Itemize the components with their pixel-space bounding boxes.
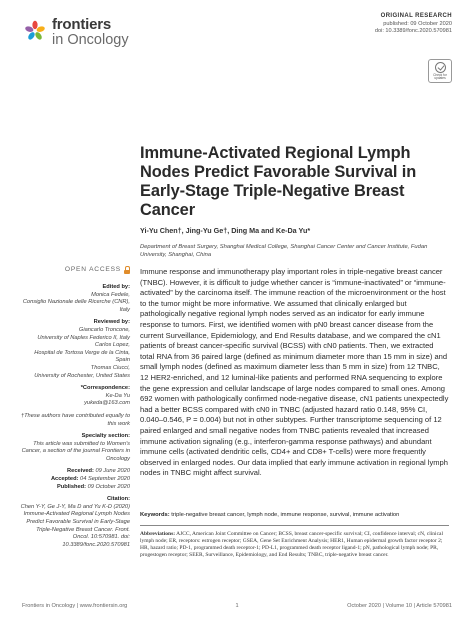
editor-name[interactable]: Monica Fedele, xyxy=(91,291,130,298)
reviewer-name[interactable]: Giancarlo Troncone, xyxy=(78,326,130,333)
accepted-date: 04 September 2020 xyxy=(80,476,130,483)
published-label: Published: xyxy=(56,483,87,490)
doi-link[interactable]: doi: 10.3389/fonc.2020.570981 xyxy=(374,28,452,34)
edited-by xyxy=(20,284,130,314)
received-date: 09 June 2020 xyxy=(95,468,130,475)
abbreviations-label: Abbreviations: xyxy=(140,531,176,537)
published-date-sidebar: 09 October 2020 xyxy=(87,483,130,490)
article-title: Immune-Activated Regional Lymph Nodes Predict Favorable Survival in Early-Stage Triple-Negative Breast Cancer xyxy=(140,144,417,219)
logo-petal xyxy=(32,21,37,29)
citation-text: Chen Y-Y, Ge J-Y, Ma D and Yu K-D (2020) Immune-Activated Regional Lymph Nodes Predict Favorable Survival in Early-Stage Triple-Negative Breast Cancer. Front. Oncol. 10:570981. doi: 10.3389/fonc.2020.570981 xyxy=(20,503,130,548)
logo-petal xyxy=(34,31,43,41)
reviewed-by xyxy=(20,319,130,380)
footer-journal[interactable]: Frontiers in Oncology | www.frontiersin.org xyxy=(22,603,128,609)
reviewer-affiliation: Hospital de Tortosa Verge de la Cinta, Spain xyxy=(34,349,130,364)
editor-affiliation: Consiglio Nazionale delle Ricerche (CNR), Italy xyxy=(22,299,130,313)
page-number: 1 xyxy=(235,603,239,609)
specialty-section xyxy=(20,433,130,463)
page-footer xyxy=(22,603,452,609)
edited-by-heading: Edited by: xyxy=(102,284,130,290)
keywords xyxy=(140,512,449,518)
reviewer-name[interactable]: Carlos Lopez, xyxy=(94,342,130,349)
equal-contribution-note: †These authors have contributed equally to this work xyxy=(20,412,130,427)
abstract: Immune response and immunotherapy play important roles in triple-negative breast cancer (TNBC). However, it is difficult to judge whether cancer is “immune-inactivated” or “immune-activated” by the carcinoma itself. The immune reaction of the microenvironment or the host to the tumor might be more informative. We assumed that clinically enlarged but pathologically negative regional lymph nodes served as an indicator for early immune response to tumors. First, we identified women with pN0 breast cancer disease from the current Surveillance, Epidemiology, and End Results database, and we compared the cN1 patients of breast cancer-specific survival (BCSS) with cN0 patients. Then, we extracted total RNA from 36 paired large (defined as minimum diameter more than 15 mm in size) and small lymph nodes (defined as maximum diameter less than 5 mm in size) from 12 TNBC, 12 HER2-enriched, and 12 luminal-like patients and performed RNA sequencing to explore the gene expression and cellular landscape of large nodes compared to small ones. Among 692 women with pathologically confirmed node-negative disease, cN1 patients unexpectedly had a better BCSS compared with cN0 in TNBC (adjusted hazard ratio 0.148, 95% CI, 0.040–0.546, P = 0.004) but not in other subtypes. Further transcriptome sequencing of 12 paired enlarged and small negative nodes from TNBC patients revealed that increased immune activation signaling (e.g., interferon-gamma response pathways) and abundant immune cells (activated dendritic cells, CD4+ and CD8+ T-cells) were more frequently observed in enlarged nodes. Our data implied that early immune activation in regional lymph nodes in TNBC might affect survival. xyxy=(140,267,449,478)
logo-journal: in Oncology xyxy=(52,32,129,48)
affiliation: Department of Breast Surgery, Shanghai Medical College, Shanghai Cancer Center and Cancer Institute, Fudan University, Shanghai, China xyxy=(140,244,428,259)
frontiers-flower-icon xyxy=(22,18,48,44)
citation xyxy=(20,496,130,549)
specialty-section-heading: Specialty section: xyxy=(81,433,130,440)
logo-petal xyxy=(27,31,36,41)
abbreviations xyxy=(140,531,449,559)
open-access-label: OPEN ACCESS xyxy=(64,266,121,274)
check-for-updates-button[interactable] xyxy=(428,59,452,83)
article-sidebar xyxy=(20,266,130,554)
article-dates xyxy=(20,468,130,491)
correspondence xyxy=(20,385,130,408)
received-label: Received: xyxy=(67,468,94,475)
reviewed-by-heading: Reviewed by: xyxy=(93,319,130,326)
published-date: published: 09 October 2020 xyxy=(383,21,452,27)
reviewer-affiliation: University of Rochester, United States xyxy=(34,372,130,379)
correspondence-name: Ke-Da Yu xyxy=(105,392,130,399)
updates-label: Check for updates xyxy=(433,72,447,80)
citation-heading: Citation: xyxy=(106,496,130,503)
abbreviations-text: AJCC, American Joint Committee on Cancer; BCSS, breast cancer-specific survival; CI, confidence interval; cN, clinical lymph node; ER, receptors: estrogen receptor; GSEA, Gene Set Enrichment Analysis; HER1, Human epidermal growth factor receptor 2; HR, hazard ratio; PD-1, programmed death receptor-1; PD-L1, programmed death receptor ligand-1; pN, pathological lymph node; PR, progestogen receptor; SEER, Surveillance, Epidemiology, and End Results; TNBC, triple-negative breast cancer. xyxy=(140,531,443,558)
footer-citation: October 2020 | Volume 10 | Article 570981 xyxy=(347,603,452,609)
reviewer-name[interactable]: Thomas Ciucci, xyxy=(90,364,130,371)
journal-logo[interactable] xyxy=(22,17,129,48)
reviewer-affiliation: University of Naples Federico II, Italy xyxy=(37,334,130,341)
author-list[interactable]: Yi-Yu Chen†, Jing-Yu Ge†, Ding Ma and Ke-Da Yu* xyxy=(140,226,311,235)
specialty-section-text: This article was submitted to Women's Cancer, a section of the journal Frontiers in Oncology xyxy=(21,440,130,462)
article-meta xyxy=(375,13,452,35)
correspondence-email[interactable]: yukeda@163.com xyxy=(84,400,130,407)
keywords-text: triple-negative breast cancer, lymph node, immune response, survival, immune activation xyxy=(171,512,400,518)
accepted-label: Accepted: xyxy=(50,476,79,483)
keywords-label: Keywords: xyxy=(140,512,170,518)
article-type: ORIGINAL RESEARCH xyxy=(380,13,452,19)
check-icon xyxy=(435,62,446,73)
logo-brand: frontiers xyxy=(52,16,112,33)
open-lock-icon xyxy=(124,266,130,274)
open-access-badge[interactable] xyxy=(20,266,130,274)
correspondence-heading: *Correspondence: xyxy=(80,385,130,392)
divider xyxy=(140,525,449,526)
